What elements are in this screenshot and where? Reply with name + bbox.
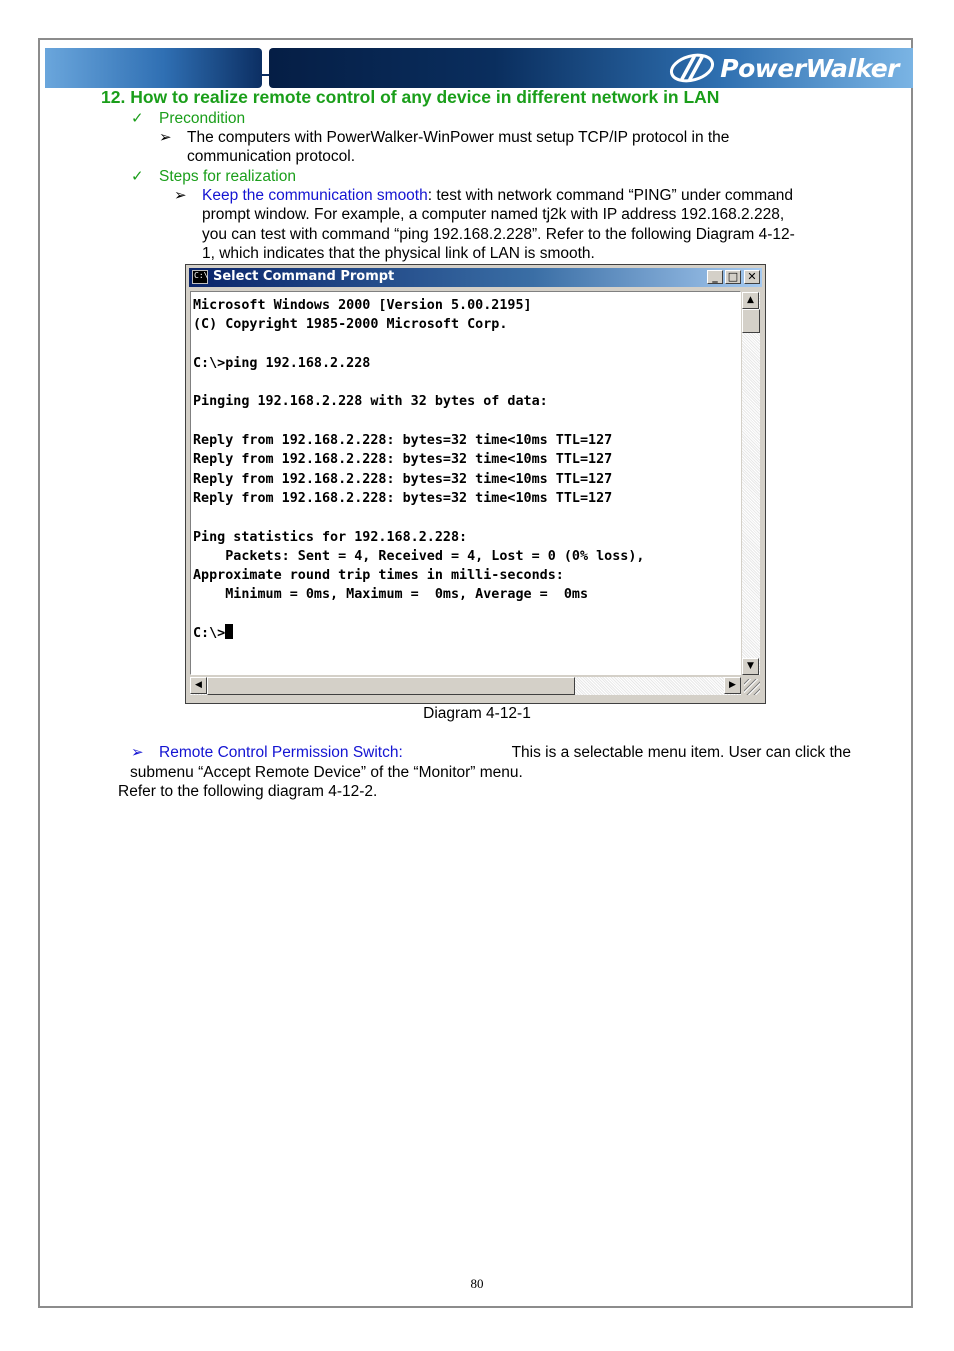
step2-line-1 [159,743,851,762]
vertical-scrollbar[interactable] [742,292,760,675]
close-button[interactable]: ✕ [744,270,760,284]
header-banner [45,48,913,88]
console-line: Packets: Sent = 4, Received = 4, Lost = 0 (0% loss), [193,548,645,564]
arrow-bullet-icon: ➢ [174,187,187,204]
scroll-left-button[interactable]: ◀ [190,677,207,694]
step2-text-2: submenu “Accept Remote Device” of the “Monitor” menu. [130,764,523,781]
arrow-bullet-icon: ➢ [131,744,144,761]
command-prompt-window [185,264,766,704]
console-line: Microsoft Windows 2000 [Version 5.00.2195] [193,298,532,313]
precondition-label: Precondition [159,110,246,127]
console-line [193,508,740,527]
page-number: 80 [470,1276,484,1291]
console-line: C:\>ping 192.168.2.228 [193,355,371,371]
resize-grip-icon[interactable] [744,679,760,695]
vertical-scroll-thumb[interactable] [742,309,760,333]
step1-text-1: : test with network command “PING” under command [427,187,793,204]
diagram-caption: Diagram 4-12-1 [423,705,531,722]
maximize-button[interactable]: □ [725,270,741,284]
console-line: Ping statistics for 192.168.2.228: [193,529,468,545]
console-line [193,605,740,624]
powerwalker-swirl-icon [668,53,716,83]
window-titlebar[interactable] [189,268,762,287]
console-line [193,373,740,392]
console-prompt-line[interactable] [193,624,740,643]
console-line: Minimum = 0ms, Maximum = 0ms, Average = 0ms [193,587,589,603]
console-line: (C) Copyright 1985-2000 Microsoft Corp. [193,317,508,333]
precondition-text-1: The computers with PowerWalker-WinPower must setup TCP/IP protocol in the [187,129,730,146]
scroll-down-button[interactable]: ▼ [742,658,759,675]
console-line: Reply from 192.168.2.228: bytes=32 time<10ms TTL=127 [193,471,613,487]
console-line [193,335,740,354]
console-line: Pinging 192.168.2.228 with 32 bytes of data: [193,394,548,410]
text-cursor [225,624,233,639]
console-line: Reply from 192.168.2.228: bytes=32 time<10ms TTL=127 [193,452,613,468]
scroll-up-button[interactable]: ▲ [742,292,759,309]
console-line [193,412,740,431]
window-title: Select Command Prompt [213,269,395,284]
minimize-button[interactable]: _ [707,270,723,284]
steps-label: Steps for realization [159,168,296,185]
scroll-right-button[interactable]: ▶ [724,677,741,694]
brand-name: PowerWalker [720,53,899,83]
section-heading: 12. How to realize remote control of any device in different network in LAN [101,87,720,107]
check-icon: ✓ [131,168,144,185]
step1-text-2: prompt window. For example, a computer named tj2k with IP address 192.168.2.228, [202,206,785,223]
banner-left-segment [45,48,262,88]
arrow-bullet-icon: ➢ [159,129,172,146]
step1-text-3: you can test with command “ping 192.168.2.228”. Refer to the following Diagram 4-12- [202,226,795,243]
check-icon: ✓ [131,110,144,127]
horizontal-scroll-thumb[interactable] [207,677,575,695]
horizontal-scrollbar[interactable] [190,677,741,695]
step2-text-1: This is a selectable menu item. User can click the [511,744,851,761]
console-icon: C:\ [192,270,208,284]
step2-title: Remote Control Permission Switch: [159,744,403,761]
precondition-text-2: communication protocol. [187,148,355,165]
console-lines [191,292,740,643]
brand-logo [668,52,899,84]
console-line: Approximate round trip times in milli-seconds: [193,568,564,584]
step1-text-4: 1, which indicates that the physical link of LAN is smooth. [202,245,595,262]
console-prompt: C:\> [193,626,226,642]
console-output[interactable] [190,291,741,675]
step1-line-1 [202,186,793,205]
step1-title: Keep the communication smooth [202,187,428,204]
refer-text: Refer to the following diagram 4-12-2. [118,783,378,800]
console-line: Reply from 192.168.2.228: bytes=32 time<10ms TTL=127 [193,490,613,506]
console-line: Reply from 192.168.2.228: bytes=32 time<10ms TTL=127 [193,433,613,449]
